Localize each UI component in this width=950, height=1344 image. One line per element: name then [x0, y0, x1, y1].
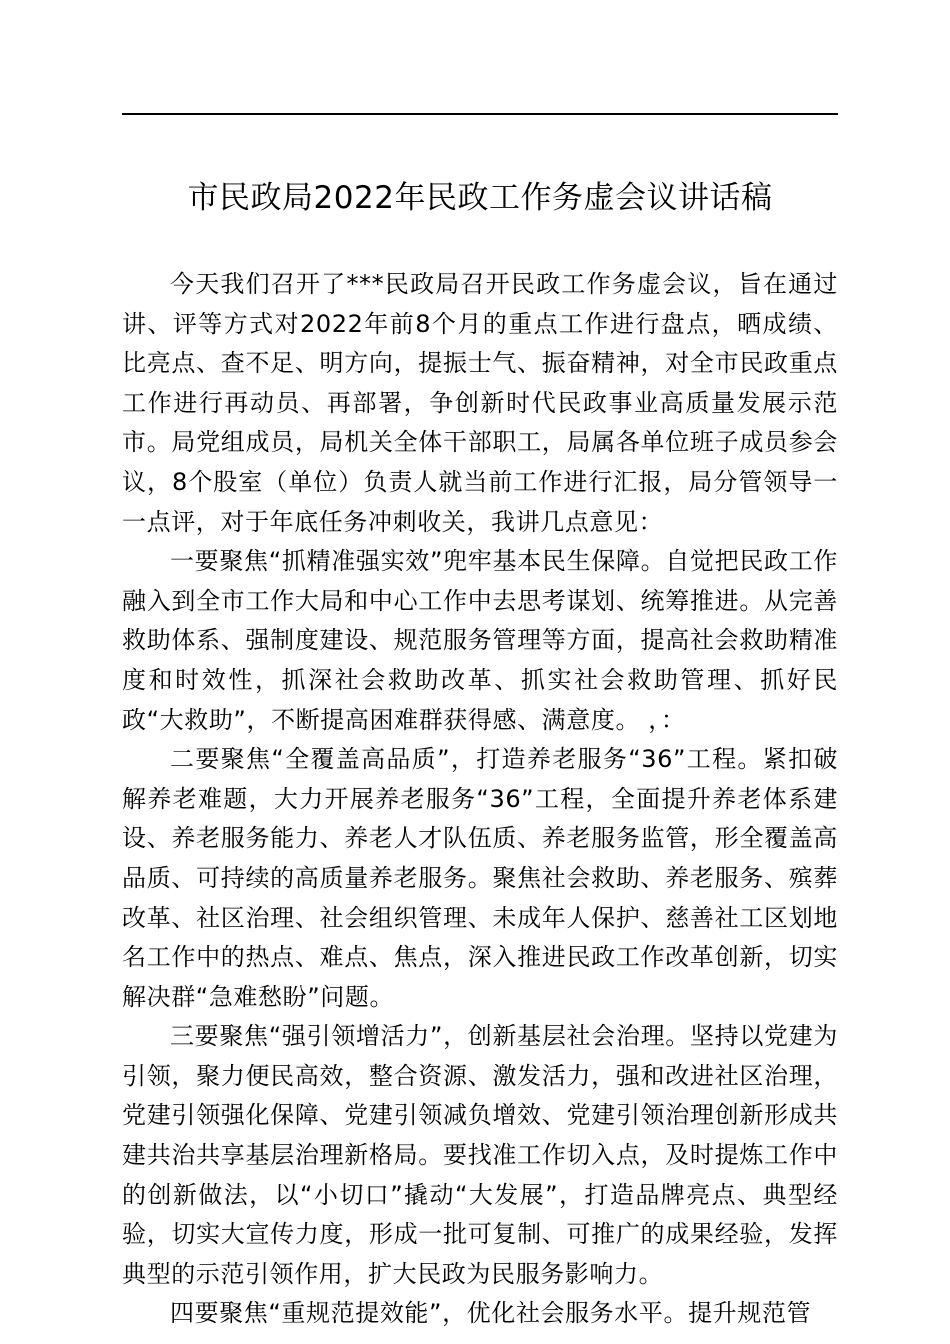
document-body — [122, 265, 838, 1334]
paragraph-point-1: 一要聚焦“抓精准强实效”兜牢基本民生保障。自觉把民政工作融入到全市工作大局和中心工作中去思考谋划、统筹推进。从完善救助体系、强制度建设、规范服务管理等方面，提高社会救助精准度和时效性，抓深社会救助改革、抓实社会救助管理、抓好民政“大救助”，不断提高困难群获得感、满意度。 ，： — [122, 547, 838, 734]
document-title: 市民政局2022年民政工作务虚会议讲话稿 — [187, 180, 773, 216]
paragraph-point-3: 三要聚焦“强引领增活力”，创新基层社会治理。坚持以党建为引领，聚力便民高效，整合资源、激发活力，强和改进社区治理，党建引领强化保障、党建引领减负增效、党建引领治理创新形成共建共治共享基层治理新格局。要找准工作切入点，及时提炼工作中的创新做法，以“小切口”撬动“大发展”，打造品牌亮点、典型经验，切实大宣传力度，形成一批可复制、可推广的成果经验，发挥典型的示范引领作用，扩大民政为民服务影响力。 — [122, 1022, 838, 1288]
paragraph-point-2: 二要聚焦“全覆盖高品质”，打造养老服务“36”工程。紧扣破解养老难题，大力开展养老服务“36”工程，全面提升养老体系建设、养老服务能力、养老人才队伍质、养老服务监管，形全覆盖高品质、可持续的高质量养老服务。聚焦社会救助、养老服务、殡葬改革、社区治理、社会组织管理、未成年人保护、慈善社工区划地名工作中的热点、难点、焦点，深入推进民政工作改革创新，切实解决群“急难愁盼”问题。 — [122, 745, 838, 1011]
paragraph-point-4: 四要聚焦“重规范提效能”，优化社会服务水平。提升规范管 — [170, 1299, 812, 1328]
header-rule — [122, 113, 838, 115]
paragraph-intro: 今天我们召开了***民政局召开民政工作务虚会议，旨在通过讲、评等方式对2022年前8个月的重点工作进行盘点，晒成绩、比亮点、查不足、明方向，提振士气、振奋精神，对全市民政重点工作进行再动员、再部署，争创新时代民政事业高质量发展示范市。局党组成员，局机关全体干部职工，局属各单位班子成员参会议，8个股室（单位）负责人就当前工作进行汇报，局分管领导一一点评，对于年底任务冲刺收关，我讲几点意见： — [122, 270, 838, 536]
